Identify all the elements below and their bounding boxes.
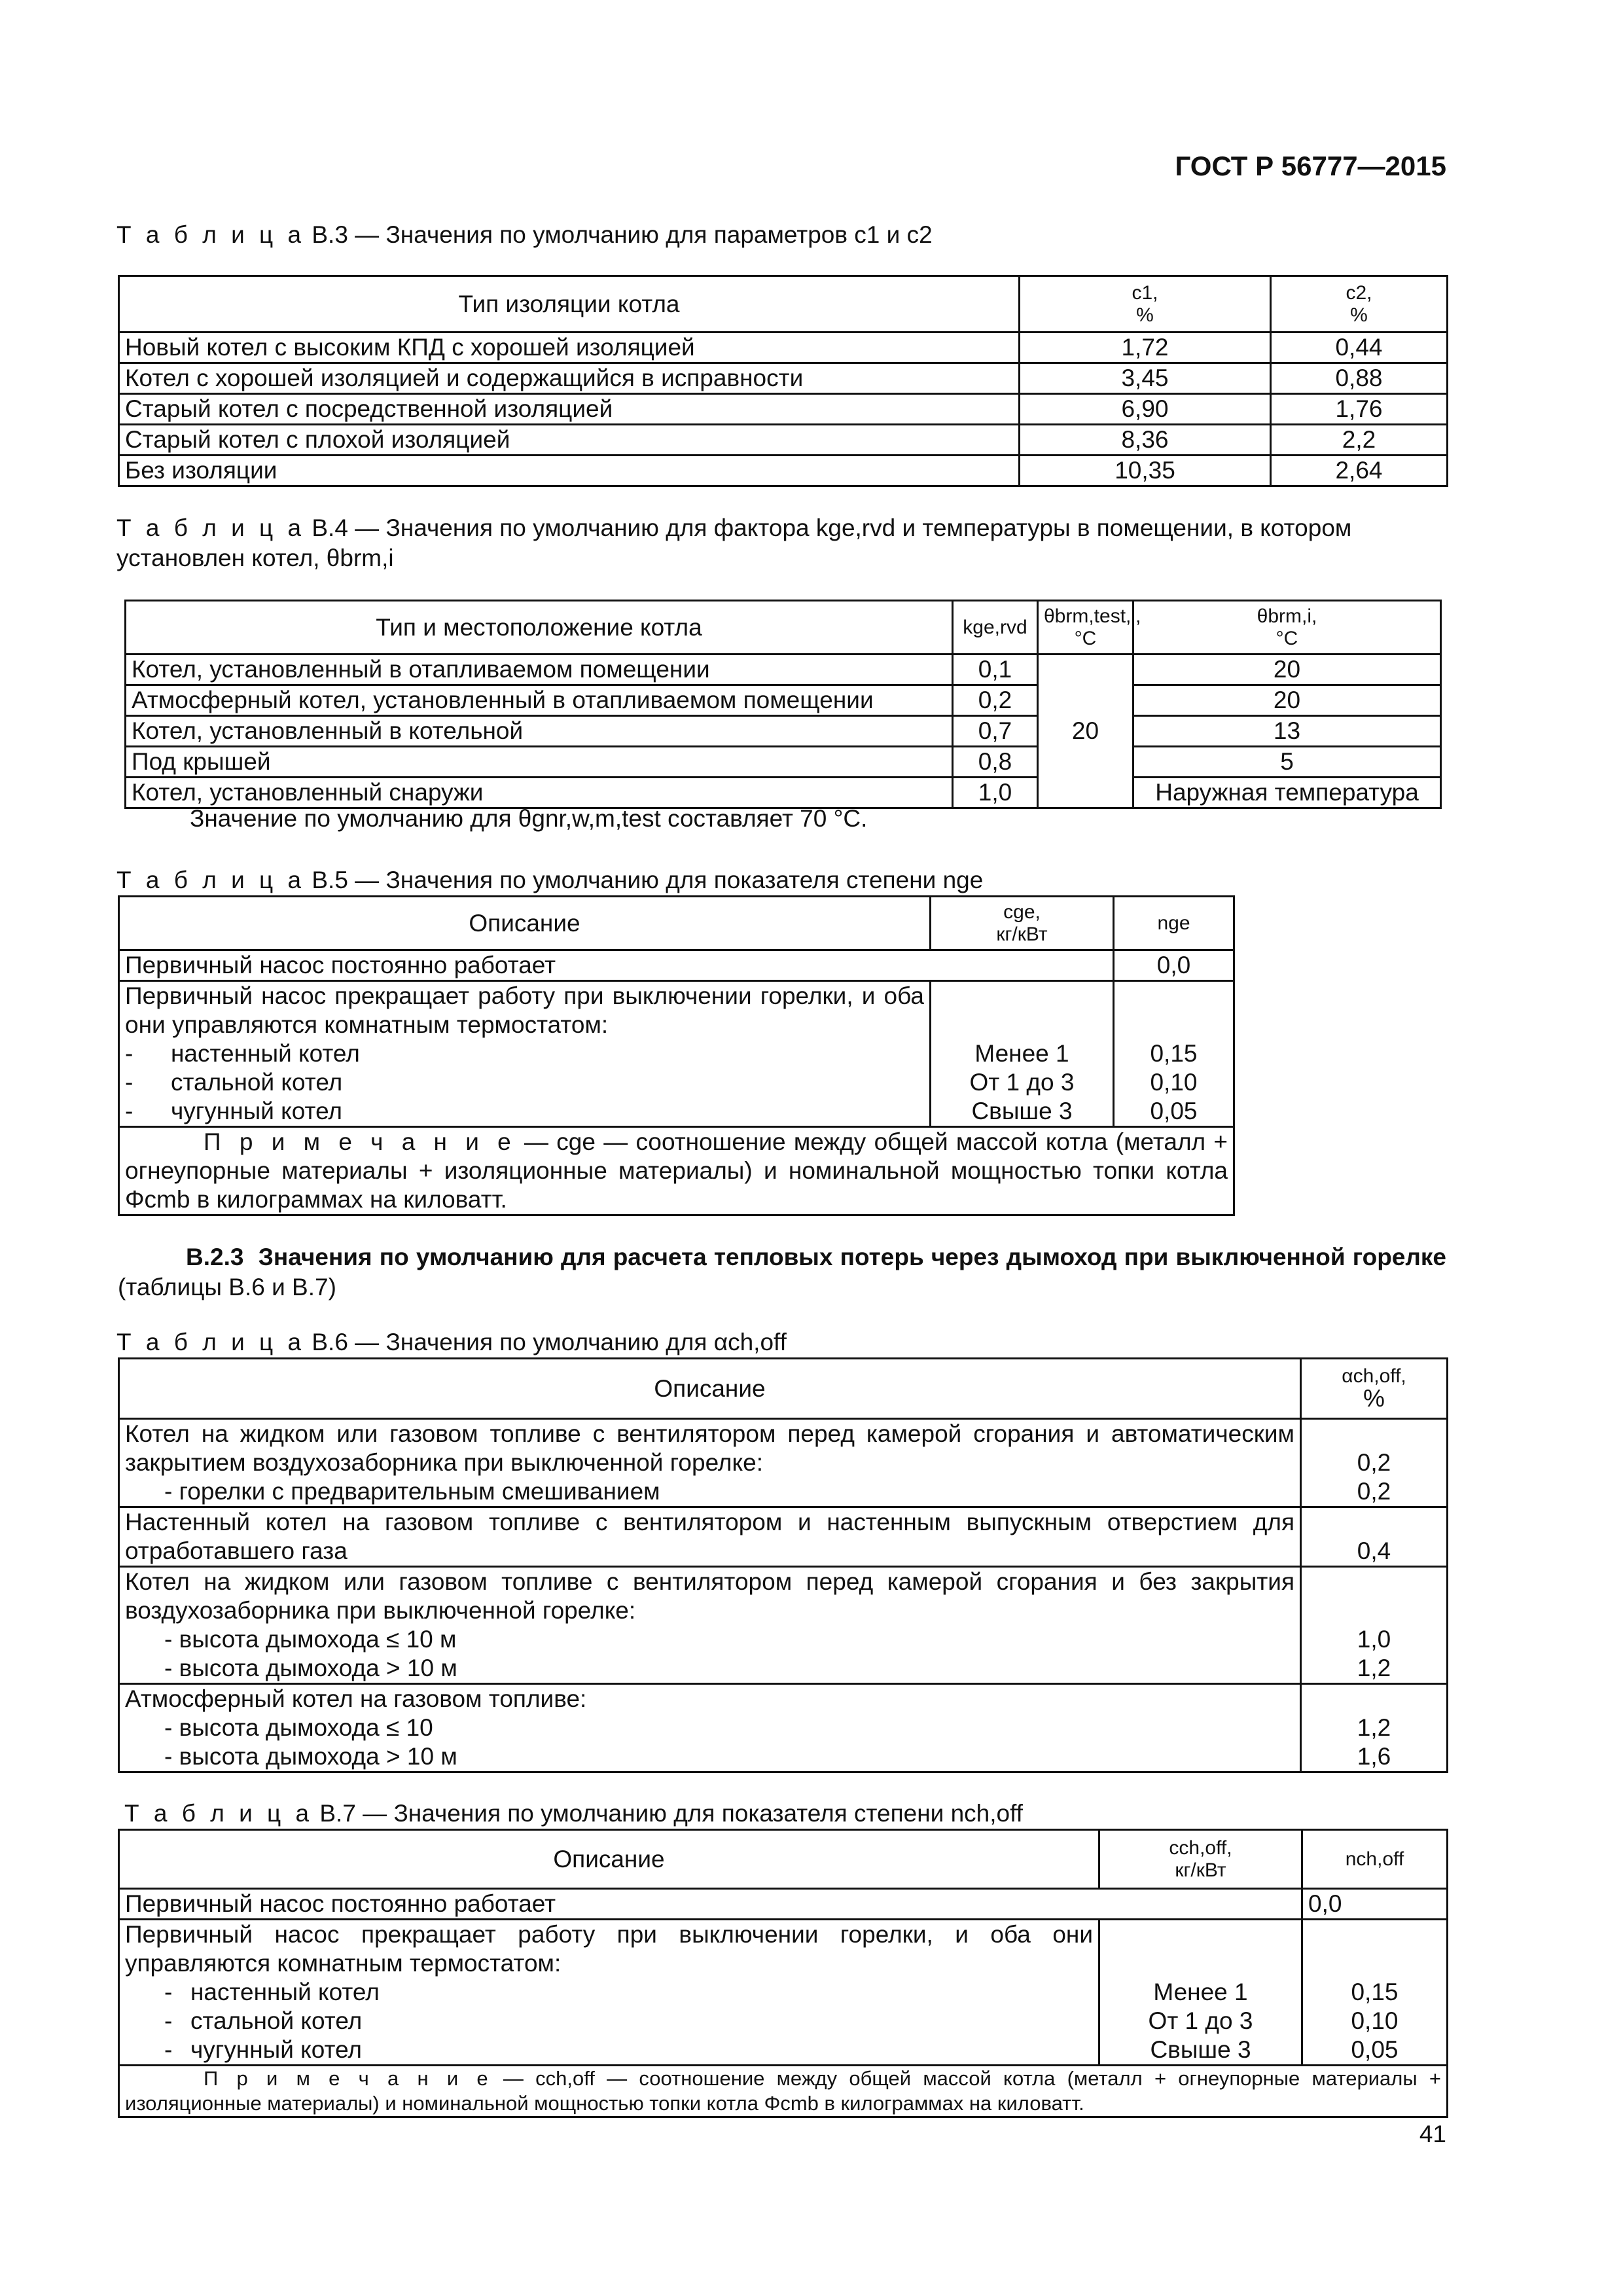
table-row: Старый котел с посредственной изоляцией 6,90 1,76 <box>119 394 1448 425</box>
section-b23: B.2.3 Значения по умолчанию для расчета тепловых потерь через дымоход при выключенной горелке (таблицы В.6 и В.7) <box>118 1244 1447 1300</box>
table-b5-note: П р и м е ч а н и е — cge — соотношение между общей массой котла (металл + огнеупорные материалы + изоляционные материалы) и номинальной мощностью топки котла Φcmb в килограммах на киловатт. <box>119 1127 1234 1215</box>
table-b6: Описание αch,off, % Котел на жидком или газовом топливе с вентилятором перед камерой сгорания и автоматическим закрытием воздухозаборника при выключенной горелке: - горелки с предварительным смешиванием 0,2 0,2 Настенный котел на газовом топливе с вентилятором и настенным выпускным отверстием для отработавшего газа 0,4 Котел на жидком или газовом топливе с вентилятором перед камерой сгорания и без закрытия воздухозаборника при выключенной горелке: - высота дымохода ≤ 10 м - высота дымохода > 10 м 1,0 1,2 Атмосферный котел на газовом топливе: - высота дымохода ≤ 10 - высота дымохода > 10 м 1,2 1,6 <box>118 1357 1448 1773</box>
table-row: Котел на жидком или газовом топливе с вентилятором перед камерой сгорания и без закрытия воздухозаборника при выключенной горелке: - высота дымохода ≤ 10 м - высота дымохода > 10 м 1,0 1,2 <box>119 1567 1448 1684</box>
table-row: Под крышей 0,8 5 <box>126 747 1441 778</box>
table-b7-head-desc: Описание <box>119 1830 1099 1889</box>
table-b3: Тип изоляции котла c1, % c2, % Новый котел с высоким КПД с хорошей изоляцией 1,72 0,44 Котел с хорошей изоляцией и содержащийся в исправности 3,45 0,88 Старый котел с посредственной изоляцией 6,90 1,76 Старый котел с плохой изоляцией 8,36 2,2 Без изоляции 10,35 2,64 <box>118 275 1448 487</box>
page-number: 41 <box>1419 2121 1446 2147</box>
table-b4: Тип и местоположение котла kge,rvd θbrm,test,i, °C θbrm,i, °C Котел, установленный в отапливаемом помещении 0,1 20 20 Атмосферный котел, установленный в отапливаемом помещении 0,2 20 Котел, установленный в котельной 0,7 13 Под крышей 0,8 5 Котел, установленный снаружи 1,0 Наружная температура <box>124 600 1442 809</box>
table-b6-caption: Т а б л и ц а В.6 — Значения по умолчанию для αch,off <box>116 1329 787 1355</box>
table-row: Настенный котел на газовом топливе с вентилятором и настенным выпускным отверстием для отработавшего газа 0,4 <box>119 1507 1448 1567</box>
table-row: Новый котел с высоким КПД с хорошей изоляцией 1,72 0,44 <box>119 332 1448 363</box>
table-b4-caption: Т а б л и ц а В.4 — Значения по умолчанию для фактора kge,rvd и температуры в помещении, в котором установлен котел, θbrm,i <box>116 514 1352 571</box>
table-row: Атмосферный котел на газовом топливе: - высота дымохода ≤ 10 - высота дымохода > 10 м 1,2 1,6 <box>119 1684 1448 1772</box>
table-row: Первичный насос постоянно работает 0,0 <box>119 950 1234 981</box>
table-row: Котел с хорошей изоляцией и содержащийся в исправности 3,45 0,88 <box>119 363 1448 394</box>
table-row: Котел на жидком или газовом топливе с вентилятором перед камерой сгорания и автоматическим закрытием воздухозаборника при выключенной горелке: - горелки с предварительным смешиванием 0,2 0,2 <box>119 1419 1448 1507</box>
table-b7: Описание cch,off, кг/кВт nch,off Первичный насос постоянно работает 0,0 Первичный насос прекращает работу при выключении горелки, и оба они управляются комнатным термостатом: - настенный котел - стальной котел - чугунный котел Менее 1 От 1 до 3 Свыше 3 0,15 0,10 0,05 П р и м е ч а н и е — cch,off — соотношение между общей массой котла (металл + огнеупорные материалы + изоляционные материалы) и номинальной мощностью топки котла Φcmb в килограммах на киловатт. <box>118 1829 1448 2118</box>
document-header: ГОСТ Р 56777—2015 <box>1175 151 1446 181</box>
table-b7-caption: Т а б л и ц а В.7 — Значения по умолчанию для показателя степени nch,off <box>124 1800 1024 1827</box>
table-b7-note: П р и м е ч а н и е — cch,off — соотношение между общей массой котла (металл + огнеупорные материалы + изоляционные материалы) и номинальной мощностью топки котла Φcmb в килограммах на киловатт. <box>119 2066 1448 2117</box>
table-row: Котел, установленный снаружи 1,0 Наружная температура <box>126 778 1441 808</box>
table-b5: Описание cge, кг/кВт nge Первичный насос постоянно работает 0,0 Первичный насос прекращает работу при выключении горелки, и оба они управляются комнатным термостатом: - настенный котел - стальной котел - чугунный котел Менее 1 От 1 до 3 Свыше 3 0,15 0,10 0,05 П р и м е ч а н и е — cge — соотношение между общей массой котла (металл + огнеупорные материалы + изоляционные материалы) и номинальной мощностью топки котла Φcmb в килограммах на киловатт. <box>118 895 1235 1216</box>
table-b5-caption: Т а б л и ц а В.5 — Значения по умолчанию для показателя степени nge <box>116 867 984 893</box>
table-row: Первичный насос постоянно работает 0,0 <box>119 1889 1448 1920</box>
table-row: Первичный насос прекращает работу при выключении горелки, и оба они управляются комнатным термостатом: - настенный котел - стальной котел - чугунный котел Менее 1 От 1 до 3 Свыше 3 0,15 0,10 0,05 <box>119 981 1234 1127</box>
test-temperature-cell: 20 <box>1038 655 1133 808</box>
table-b3-caption: Т а б л и ц а В.3 — Значения по умолчанию для параметров c1 и c2 <box>116 221 933 248</box>
table-b5-head-desc: Описание <box>119 897 931 950</box>
table-row: Котел, установленный в котельной 0,7 13 <box>126 716 1441 747</box>
table-b6-head-desc: Описание <box>119 1359 1301 1419</box>
table-row: Без изоляции 10,35 2,64 <box>119 456 1448 486</box>
table-b4-head-type: Тип и местоположение котла <box>126 601 953 655</box>
table-b4-note: Значение по умолчанию для θgnr,w,m,test составляет 70 °C. <box>190 805 868 832</box>
table-b3-head-type: Тип изоляции котла <box>119 276 1020 332</box>
table-row: Атмосферный котел, установленный в отапливаемом помещении 0,2 20 <box>126 685 1441 716</box>
table-row: Старый котел с плохой изоляцией 8,36 2,2 <box>119 425 1448 456</box>
table-row: Котел, установленный в отапливаемом помещении 0,1 20 20 <box>126 655 1441 685</box>
table-row: Первичный насос прекращает работу при выключении горелки, и оба они управляются комнатным термостатом: - настенный котел - стальной котел - чугунный котел Менее 1 От 1 до 3 Свыше 3 0,15 0,10 0,05 <box>119 1920 1448 2066</box>
